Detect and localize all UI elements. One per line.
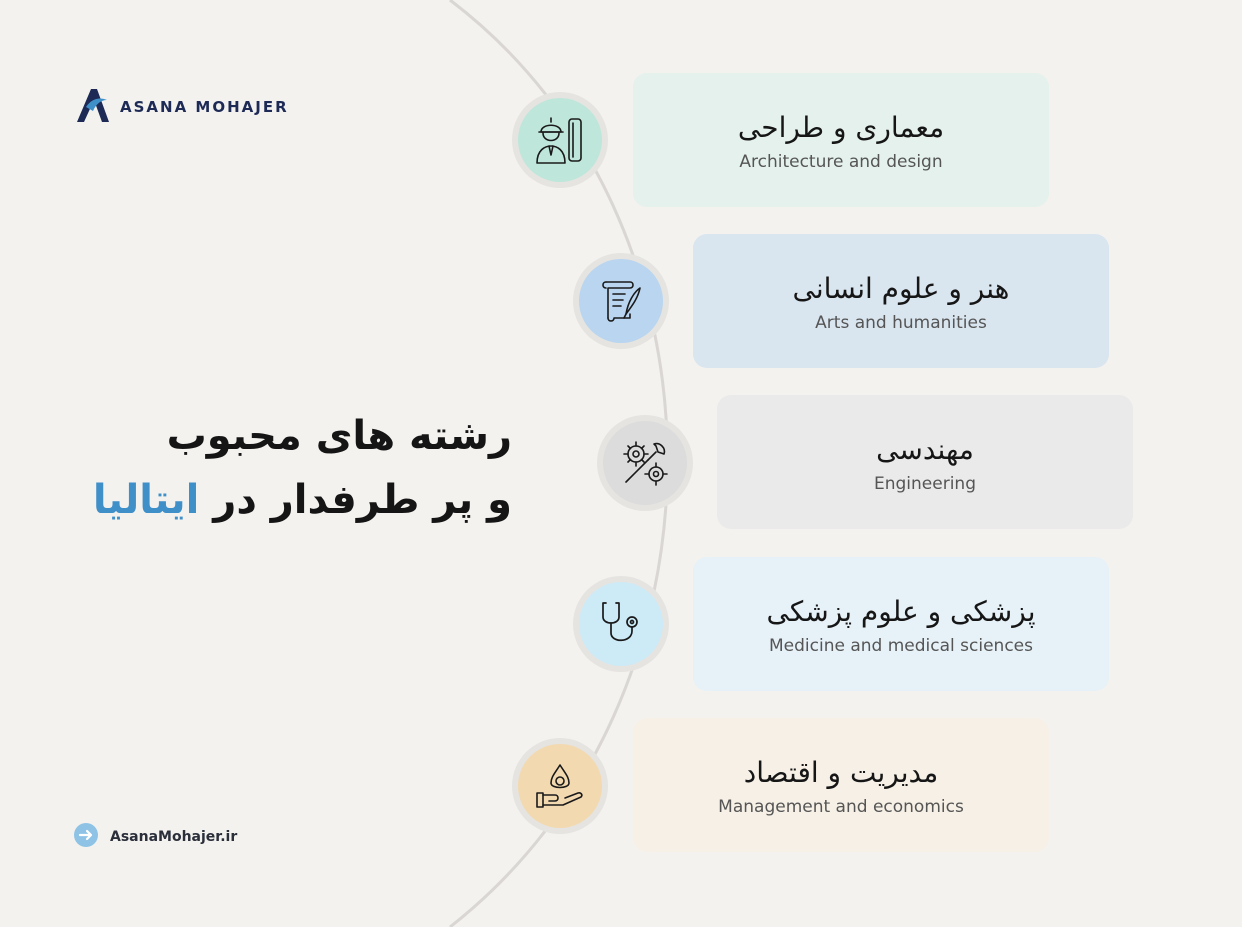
field-title-en: Management and economics [718,797,964,817]
field-title-fa: مدیریت و اقتصاد [743,756,939,789]
brand-logo [74,86,289,128]
stethoscope-icon [594,597,648,651]
timeline-node-arts [573,253,669,349]
headline-line-2-text: و پر طرفدار در [213,477,512,523]
brand-name: ASANA MOHAJER [120,98,289,116]
field-card-arts [693,234,1109,368]
field-card-medicine [693,557,1109,691]
field-card-management [633,718,1049,852]
field-title-fa: پزشکی و علوم پزشکی [766,595,1036,628]
timeline-node-architecture [512,92,608,188]
field-title-en: Architecture and design [739,152,943,172]
website-link[interactable] [74,823,237,851]
field-title-en: Medicine and medical sciences [769,636,1033,656]
headline-highlight: ایتالیا [92,477,200,523]
icon-circle [603,421,687,505]
icon-circle [518,744,602,828]
icon-circle [579,259,663,343]
field-title-fa: معماری و طراحی [737,111,945,144]
field-card-engineering [717,395,1133,529]
field-title-en: Arts and humanities [815,313,987,333]
field-title-fa: مهندسی [876,433,974,466]
bird-logo-icon [74,86,112,128]
headline-line-2 [93,468,512,532]
headline [93,404,512,532]
field-title-fa: هنر و علوم انسانی [792,272,1010,305]
architect-icon [533,113,587,167]
hand-coin-icon [533,759,587,813]
icon-circle [518,98,602,182]
timeline-node-engineering [597,415,693,511]
icon-circle [579,582,663,666]
field-card-architecture [633,73,1049,207]
headline-line-1: رشته های محبوب [166,413,512,459]
field-title-en: Engineering [874,474,976,494]
timeline-node-management [512,738,608,834]
arrow-right-icon [74,823,98,851]
timeline-node-medicine [573,576,669,672]
website-url: AsanaMohajer.ir [110,829,238,845]
gears-wrench-icon [618,436,672,490]
scroll-quill-icon [594,274,648,328]
